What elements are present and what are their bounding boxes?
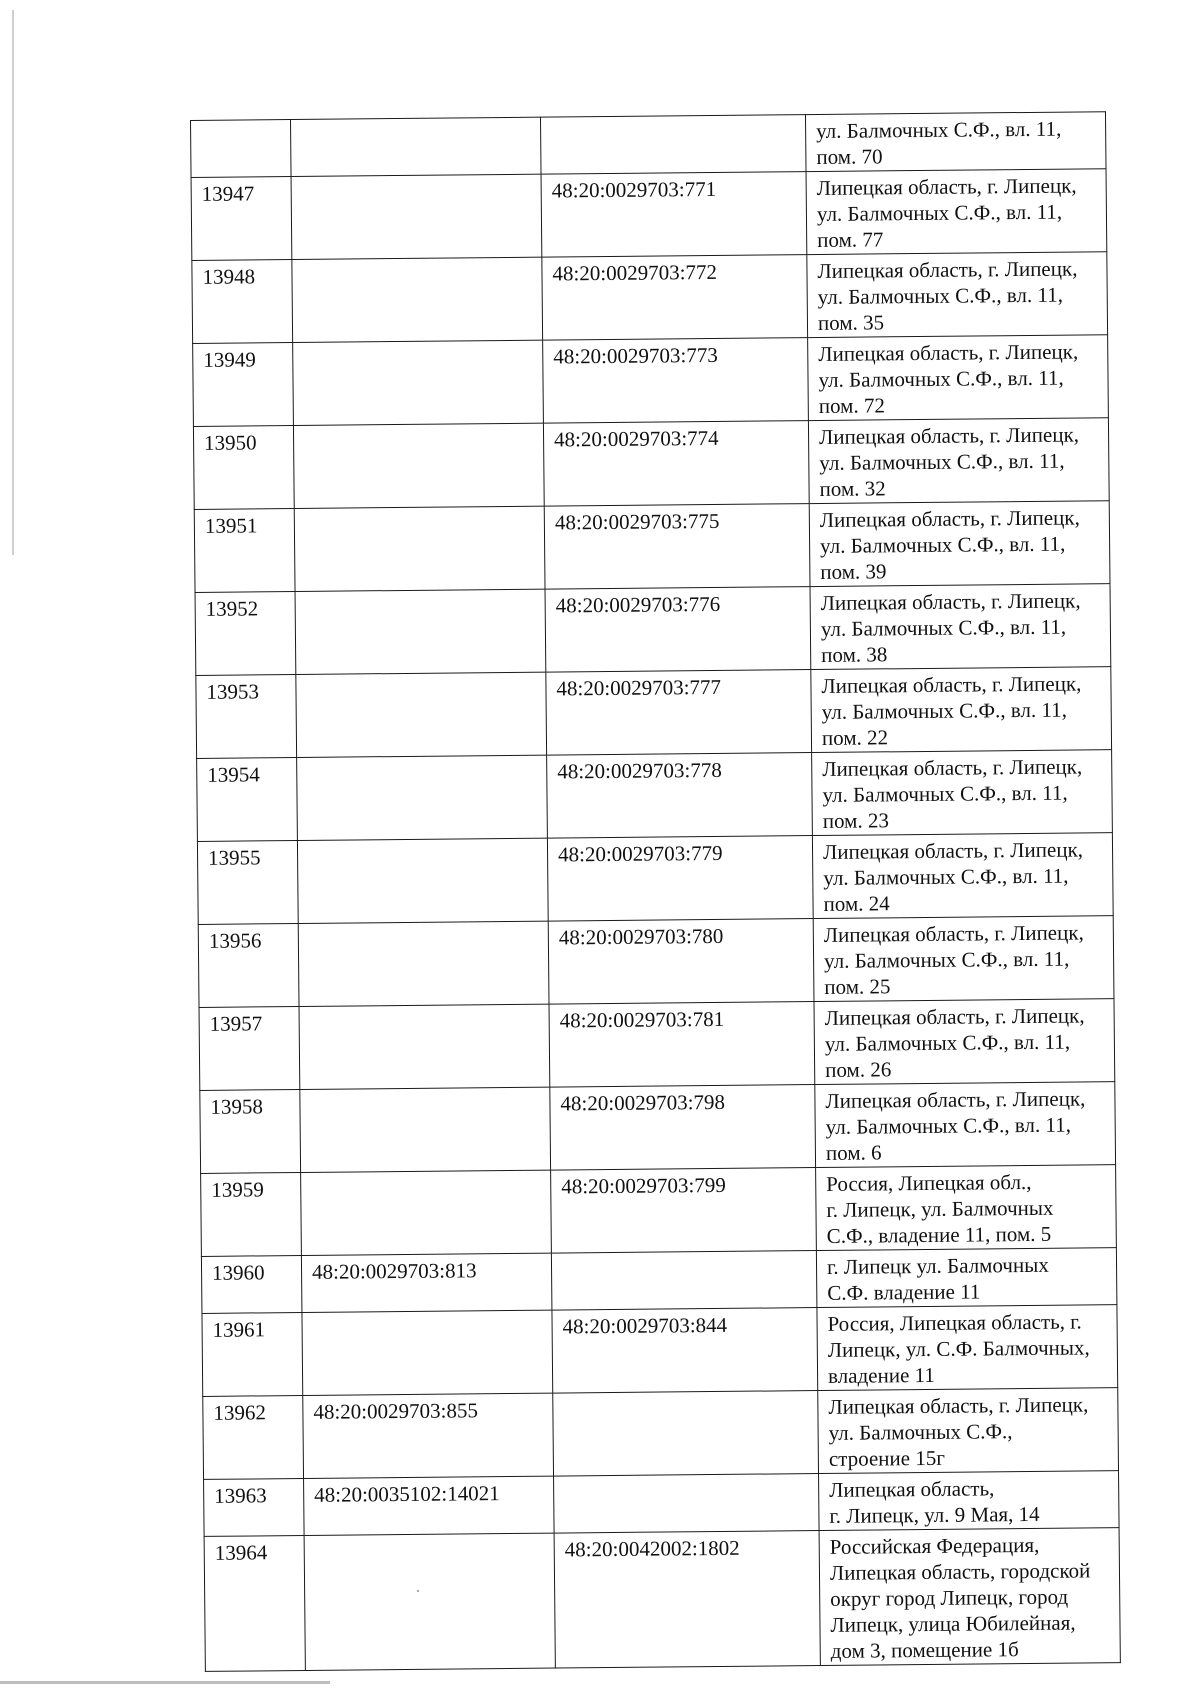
address-line: Липецкая область, г. Липецк, <box>817 256 1078 283</box>
address-line: пом. 26 <box>825 1057 892 1082</box>
cadastral-number-premises-cell: 48:20:0029703:778 <box>547 753 813 839</box>
address-line: пом. 25 <box>824 974 891 999</box>
address-line: пом. 22 <box>821 725 889 750</box>
address-line: строение 15г <box>828 1445 945 1471</box>
row-number-cell: 13963 <box>204 1478 305 1536</box>
cadastral-number-cell: 48:20:0029703:855 <box>303 1393 554 1478</box>
cadastral-number-premises-cell: 48:20:0029703:780 <box>548 919 814 1005</box>
cadastral-number-cell <box>293 340 544 425</box>
cadastral-number-cell <box>292 257 543 342</box>
address-line: С.Ф. владение 11 <box>827 1279 981 1305</box>
address-line: Липецкая область, г. Липецк, <box>825 1086 1086 1113</box>
address-line: дом 3, помещение 1б <box>830 1637 1019 1663</box>
address-line: Липецк, ул. С.Ф. Балмочных, <box>827 1335 1090 1362</box>
address-cell <box>816 1248 1117 1308</box>
address-line: Липецкая область, г. Липецк, <box>822 754 1083 781</box>
address-cell <box>815 1082 1116 1168</box>
row-number-cell: 13950 <box>193 426 294 510</box>
cadastral-number-premises-cell: 48:20:0029703:844 <box>552 1308 818 1394</box>
table-row <box>193 418 1109 510</box>
cadastral-number-premises-cell: 48:20:0029703:781 <box>549 1002 815 1088</box>
address-line: Липецкая область, г. Липецк, <box>821 671 1082 698</box>
cadastral-number-premises-cell <box>551 1251 817 1311</box>
address-line: пом. 35 <box>817 310 885 335</box>
cadastral-number-cell <box>293 423 544 508</box>
address-cell <box>805 112 1106 172</box>
address-line: Липецкая область, г. Липецк, <box>828 1392 1089 1419</box>
table-row <box>192 252 1108 344</box>
address-line: Липецкая область, г. Липецк, <box>820 588 1081 615</box>
row-number-cell: 13964 <box>204 1535 305 1671</box>
cadastral-number-premises-cell: 48:20:0029703:771 <box>541 172 807 258</box>
address-line: г. Липецк ул. Балмочных <box>826 1252 1049 1279</box>
address-line: Липецк, улица Юбилейная, <box>830 1610 1076 1637</box>
cadastral-number-cell <box>291 174 542 259</box>
table-row <box>196 667 1112 759</box>
cadastral-number-cell <box>301 1170 552 1255</box>
address-cell <box>813 916 1114 1002</box>
cadastral-number-premises-cell: 48:20:0029703:776 <box>545 587 811 673</box>
address-line: пом. 77 <box>817 227 884 252</box>
cadastral-number-cell <box>300 1087 551 1172</box>
cadastral-number-cell <box>294 506 545 591</box>
table-row <box>193 335 1109 427</box>
row-number-cell: 13949 <box>193 343 294 427</box>
address-line: ул. Балмочных С.Ф., вл. 11, <box>824 1029 1071 1056</box>
table-row <box>204 1528 1120 1672</box>
address-cell <box>809 501 1110 587</box>
scan-edge-left <box>12 10 14 555</box>
row-number-cell: 13959 <box>201 1172 302 1256</box>
row-number-cell: 13958 <box>200 1089 301 1173</box>
row-number-cell: 13956 <box>198 923 299 1007</box>
cadastral-number-premises-cell: 48:20:0029703:798 <box>550 1085 816 1171</box>
address-line: Россия, Липецкая область, г. <box>827 1309 1082 1336</box>
cadastral-number-premises-cell <box>540 115 806 175</box>
row-number-cell: 13962 <box>203 1395 304 1479</box>
address-line: пом. 24 <box>823 891 890 916</box>
address-line: Липецкая область, г. Липецк, <box>818 422 1080 449</box>
address-cell <box>816 1165 1117 1251</box>
address-line: пом. 39 <box>820 559 887 584</box>
address-line: С.Ф., владение 11, пом. 5 <box>826 1221 1052 1248</box>
address-line: ул. Балмочных С.Ф., вл. 11, <box>823 863 1069 890</box>
row-number-cell: 13947 <box>191 177 292 261</box>
table-row <box>202 1305 1118 1397</box>
address-line: пом. 6 <box>825 1140 882 1165</box>
cadastral-number-premises-cell: 48:20:0029703:779 <box>547 836 813 922</box>
address-line: Липецкая область, <box>829 1476 995 1502</box>
cadastral-number-premises-cell: 48:20:0029703:773 <box>543 338 809 424</box>
address-line: Липецкая область, г. Липецк, <box>818 339 1079 366</box>
address-line: Липецкая область, г. Липецк, <box>824 1003 1085 1030</box>
address-cell <box>808 335 1109 421</box>
table-row <box>198 916 1114 1008</box>
cadastral-number-cell <box>296 672 547 757</box>
row-number-cell: 13961 <box>202 1312 303 1396</box>
address-cell <box>817 1305 1118 1391</box>
address-line: ул. Балмочных С.Ф., вл. 11, <box>816 199 1063 226</box>
address-line: Липецкая область, г. Липецк, <box>816 173 1077 200</box>
row-number-cell: 13960 <box>201 1255 302 1313</box>
address-line: ул. Балмочных С.Ф., вл. 11, <box>819 448 1065 475</box>
address-cell <box>808 418 1109 504</box>
cadastral-number-cell <box>304 1533 555 1670</box>
address-line: ул. Балмочных С.Ф., вл. 11, <box>818 365 1064 392</box>
address-line: г. Липецк, ул. 9 Мая, 14 <box>829 1501 1040 1528</box>
address-line: пом. 23 <box>822 808 890 833</box>
address-line: пом. 70 <box>816 144 883 169</box>
cadastral-number-cell: 48:20:0029703:813 <box>301 1253 552 1312</box>
cadastral-number-premises-cell <box>553 1391 819 1477</box>
table-row <box>199 999 1115 1091</box>
address-cell <box>819 1528 1120 1666</box>
table-row <box>204 1471 1120 1537</box>
cadastral-number-premises-cell: 48:20:0029703:772 <box>542 255 808 341</box>
cadastral-number-premises-cell: 48:20:0042002:1802 <box>554 1531 820 1669</box>
table-row <box>191 169 1107 261</box>
address-cell <box>806 169 1107 255</box>
address-line: Липецкая область, городской <box>829 1558 1091 1585</box>
address-line: Липецкая область, г. Липецк, <box>819 505 1080 532</box>
row-number-cell: 13951 <box>194 509 295 593</box>
table-row <box>197 750 1113 842</box>
row-number-cell: 13953 <box>196 675 297 759</box>
table-row <box>201 1165 1117 1257</box>
table-row <box>194 501 1110 593</box>
address-cell <box>811 667 1112 753</box>
address-line: Липецкая область, г. Липецк, <box>822 837 1084 864</box>
cadastral-number-cell <box>295 589 546 674</box>
row-number-cell: 13957 <box>199 1006 300 1090</box>
row-number-cell: 13955 <box>197 841 298 925</box>
cadastral-number-premises-cell: 48:20:0029703:777 <box>546 670 812 756</box>
row-number-cell: 13954 <box>197 758 298 842</box>
table-row <box>191 112 1107 178</box>
address-line: пом. 72 <box>818 393 886 418</box>
address-line: ул. Балмочных С.Ф., вл. 11, <box>816 116 1062 143</box>
cadastral-number-cell: 48:20:0035102:14021 <box>304 1476 555 1535</box>
address-line: округ город Липецк, город <box>830 1584 1069 1611</box>
address-line: ул. Балмочных С.Ф., вл. 11, <box>821 697 1068 724</box>
cadastral-number-cell <box>297 755 548 840</box>
cadastral-number-cell <box>297 838 548 923</box>
address-cell <box>818 1388 1119 1474</box>
cadastral-number-cell <box>299 1004 550 1089</box>
address-line: ул. Балмочных С.Ф., вл. 11, <box>823 946 1070 973</box>
cadastral-number-premises-cell: 48:20:0029703:775 <box>544 504 810 590</box>
table-row <box>200 1082 1116 1174</box>
address-line: Российская Федерация, <box>829 1532 1040 1559</box>
address-cell <box>819 1471 1120 1531</box>
cadastral-number-cell <box>298 921 549 1006</box>
address-line: ул. Балмочных С.Ф., вл. 11, <box>820 614 1067 641</box>
address-line: владение 11 <box>827 1362 935 1388</box>
address-line: пом. 38 <box>821 642 888 667</box>
address-cell <box>810 584 1111 670</box>
address-line: ул. Балмочных С.Ф., вл. 11, <box>825 1112 1072 1139</box>
address-line: ул. Балмочных С.Ф., <box>828 1419 1013 1445</box>
address-cell <box>807 252 1108 338</box>
scan-edge-bottom <box>0 1681 330 1684</box>
address-cell <box>814 999 1115 1085</box>
address-line: ул. Балмочных С.Ф., вл. 11, <box>820 531 1066 558</box>
table-row <box>201 1248 1117 1314</box>
cadastral-number-premises-cell: 48:20:0029703:774 <box>543 421 809 507</box>
address-cell <box>812 833 1113 919</box>
address-line: г. Липецк, ул. Балмочных <box>826 1195 1054 1222</box>
register-body <box>191 112 1121 1672</box>
address-line: Россия, Липецкая обл., <box>826 1169 1032 1196</box>
cadastral-number-premises-cell <box>554 1474 820 1534</box>
cadastral-number-cell <box>291 117 542 176</box>
cadastral-number-premises-cell: 48:20:0029703:799 <box>551 1168 817 1254</box>
address-line: пом. 32 <box>819 476 886 501</box>
table-row <box>197 833 1113 925</box>
address-line: ул. Балмочных С.Ф., вл. 11, <box>817 282 1064 309</box>
address-line: Липецкая область, г. Липецк, <box>823 920 1084 947</box>
row-number-cell: 13948 <box>192 260 293 344</box>
property-register-table <box>190 111 1121 1672</box>
table-row <box>195 584 1111 676</box>
cadastral-number-cell <box>302 1310 553 1395</box>
table-row <box>203 1388 1119 1480</box>
address-cell <box>812 750 1113 836</box>
row-number-cell <box>191 120 292 178</box>
row-number-cell: 13952 <box>195 592 296 676</box>
address-line: ул. Балмочных С.Ф., вл. 11, <box>822 780 1068 807</box>
